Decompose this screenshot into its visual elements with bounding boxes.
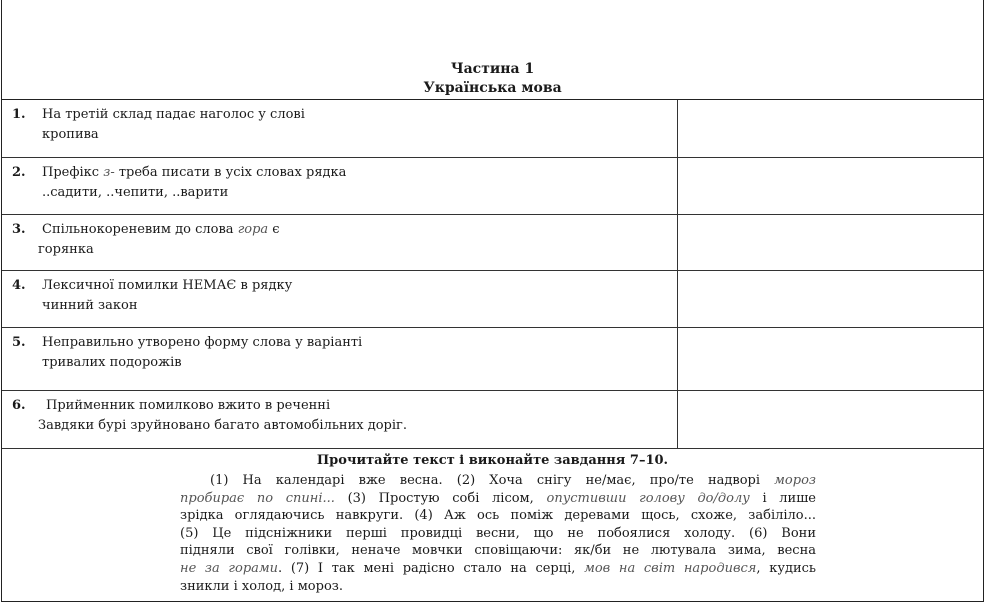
passage-heading: Прочитайте текст і виконайте завдання 7–10. <box>316 453 669 468</box>
passage-line: не за горами. (7) І так мені радісно стало на серці, мов на світ народився, кудись <box>180 560 817 576</box>
task-number: 1. <box>12 107 26 122</box>
task-row-6 <box>2 391 983 449</box>
reading-passage <box>180 472 816 595</box>
passage-line: зникли і холод, і мороз. <box>180 578 344 594</box>
task-row-3 <box>2 215 983 271</box>
task-row-5 <box>2 328 983 391</box>
task-number: 2. <box>12 165 26 180</box>
task-question: Префікс з- треба писати в усіх словах рядка <box>42 165 347 180</box>
task-number: 5. <box>12 335 26 350</box>
task-option: кропива <box>42 127 99 142</box>
answer-cell-2[interactable] <box>678 158 983 214</box>
task-row-1 <box>2 100 983 158</box>
task-question-cell <box>2 391 678 448</box>
task-question-cell <box>2 271 678 327</box>
passage-line: зрідка оглядаючись навкруги. (4) Аж ось поміж деревами щось, схоже, забіліло... <box>180 508 816 524</box>
passage-line: (1) На календарі вже весна. (2) Хоча снігу не/має, про/те надворі мороз <box>210 473 816 488</box>
passage-line: підняли свої голівки, неначе мовчки сповіщаючи: як/би не лютувала зима, весна <box>180 543 816 559</box>
task-number: 4. <box>12 278 26 293</box>
exam-table <box>1 0 984 602</box>
answer-cell-6[interactable] <box>678 391 983 448</box>
task-question-cell <box>2 215 678 270</box>
task-row-4 <box>2 271 983 328</box>
passage-line: пробирає по спині... (3) Простую собі лісом, опустивши голову до/долу і лише <box>180 490 816 506</box>
task-number: 3. <box>12 222 26 237</box>
task-question: Спільнокореневим до слова гора є <box>42 222 280 237</box>
task-question-cell <box>2 158 678 214</box>
task-option: горянка <box>38 242 94 257</box>
answer-cell-4[interactable] <box>678 271 983 327</box>
part-title: Частина 1 <box>450 61 535 77</box>
task-question: Лексичної помилки НЕМАЄ в рядку <box>42 278 293 293</box>
task-option: тривалих подорожів <box>42 355 182 370</box>
task-number: 6. <box>12 398 26 413</box>
passage-line: (5) Це підсніжники перші провидці весни, що не побоялися холоду. (6) Вони <box>180 525 816 541</box>
task-row-2 <box>2 158 983 215</box>
part-subtitle: Українська мова <box>423 80 562 96</box>
answer-cell-3[interactable] <box>678 215 983 270</box>
task-question: Неправильно утворено форму слова у варіанті <box>42 335 363 350</box>
task-option: ..садити, ..чепити, ..варити <box>42 185 229 200</box>
task-question-cell <box>2 100 678 157</box>
answer-cell-5[interactable] <box>678 328 983 390</box>
task-question: На третій склад падає наголос у слові <box>42 107 305 122</box>
answer-cell-1[interactable] <box>678 100 983 157</box>
task-option: Завдяки бурі зруйновано багато автомобільних доріг. <box>38 418 407 433</box>
part-header <box>2 0 983 100</box>
task-option: чинний закон <box>42 298 138 313</box>
task-question: Прийменник помилково вжито в реченні <box>46 398 331 413</box>
task-question-cell <box>2 328 678 390</box>
